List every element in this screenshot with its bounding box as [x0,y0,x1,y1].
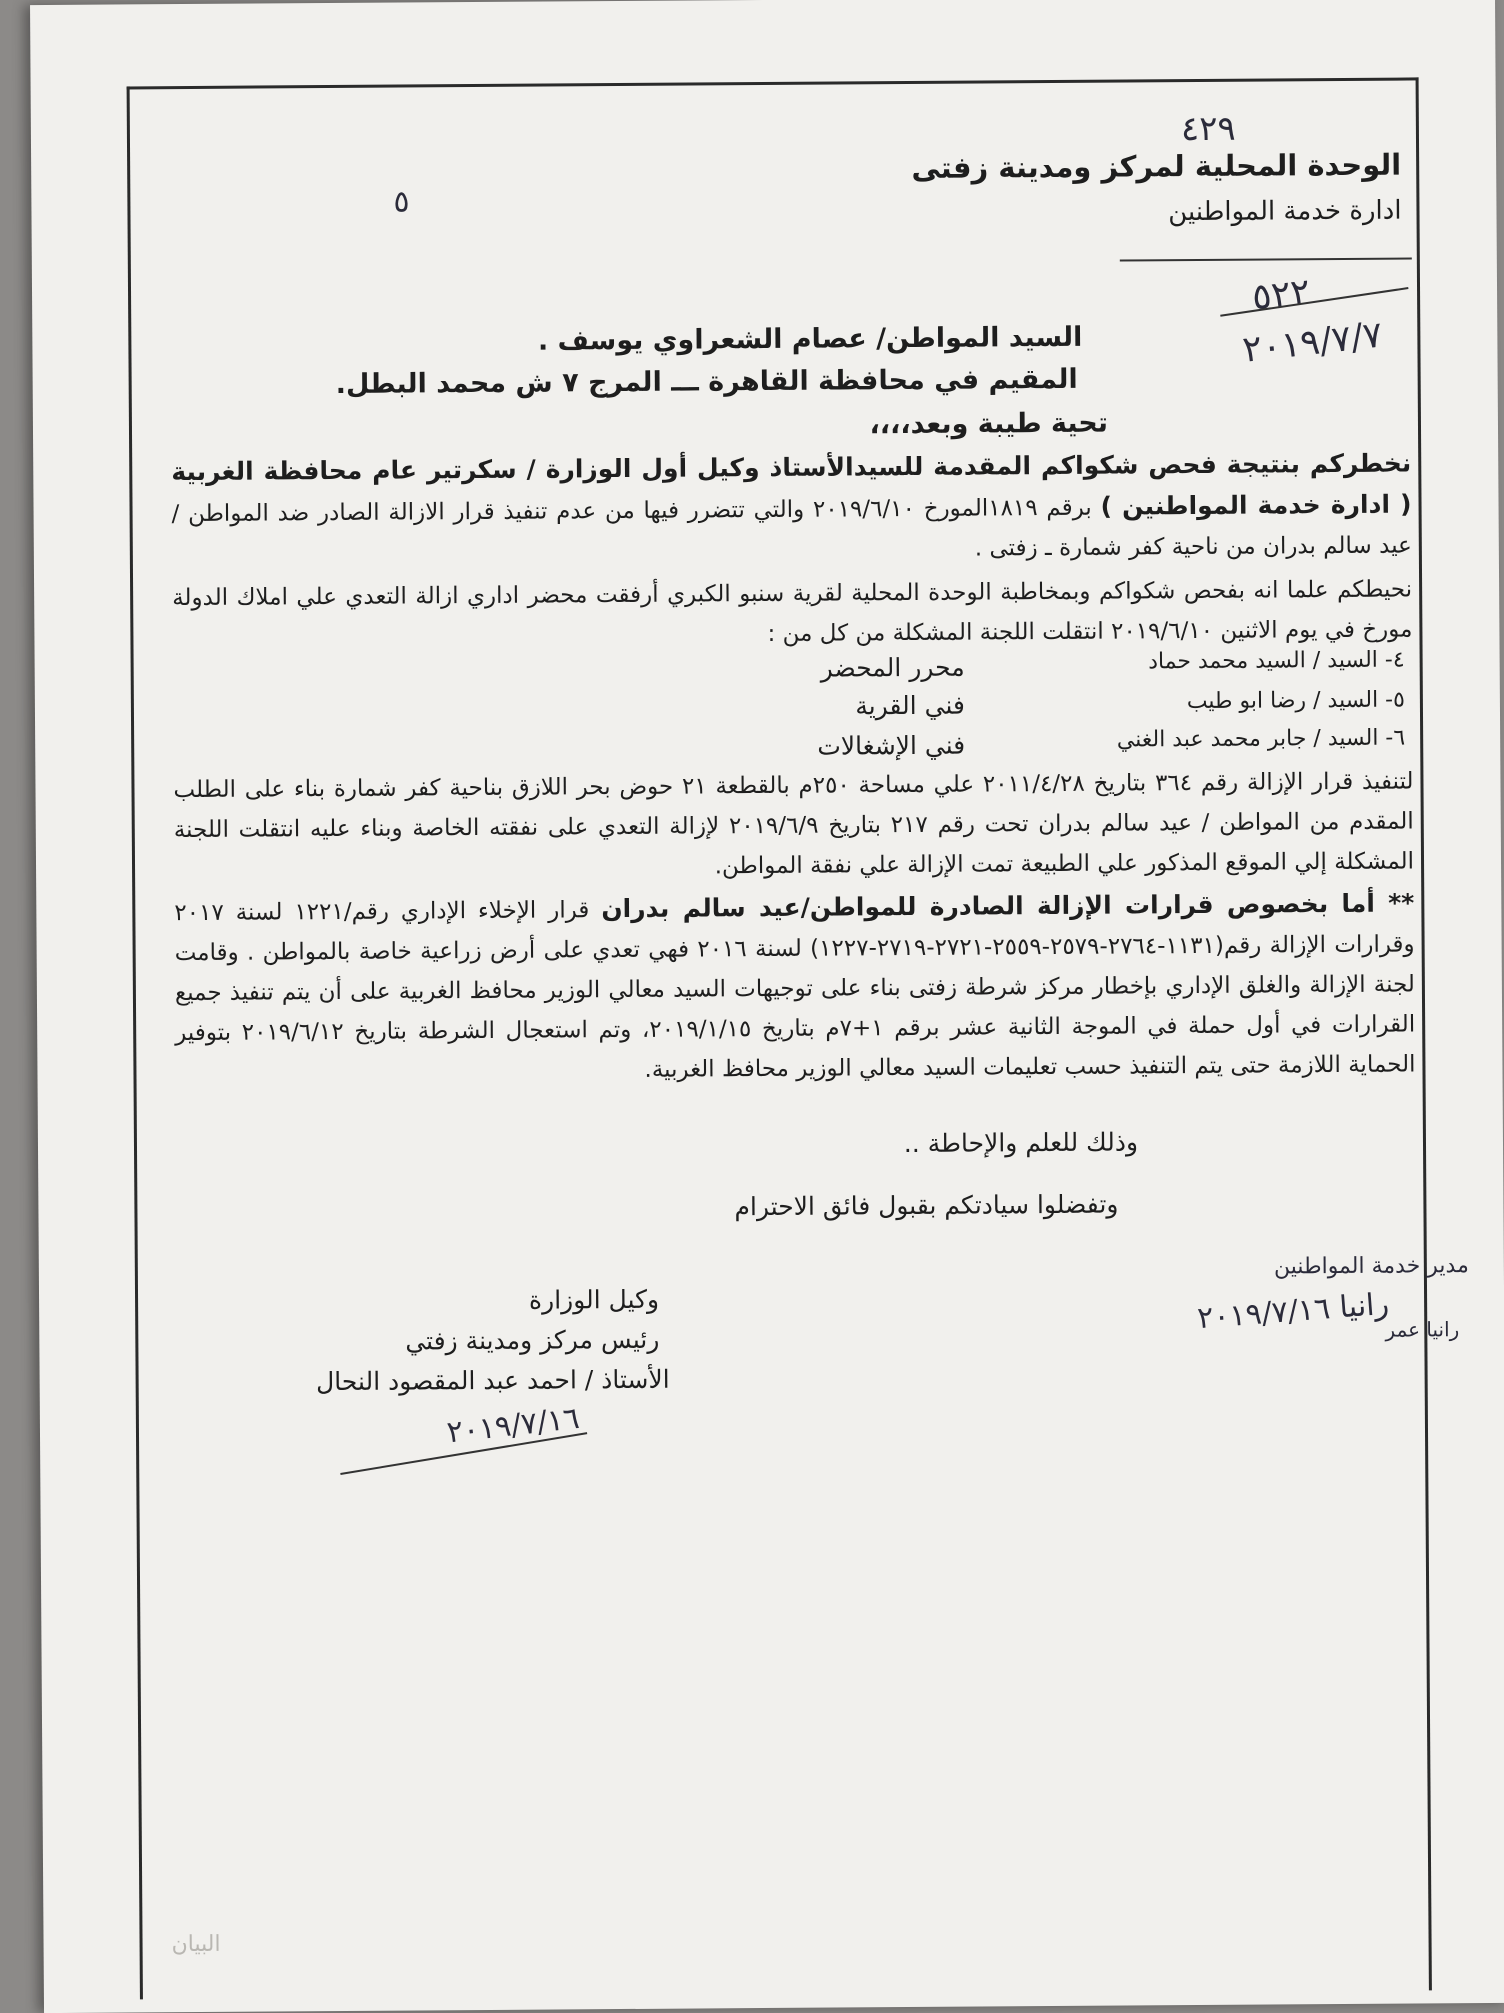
left-signatory-title-2: رئيس مركز ومدينة زفتي [405,1324,660,1356]
body-paragraph-3: لتنفيذ قرار الإزالة رقم ٣٦٤ بتاريخ ٢٠١١/٤/٢٨ علي مساحة ٢٥٠م بالقطعة ٢١ حوض بحر اللازق بناحية كفر شمارة بناء على الطلب المقدم من المواطن / عيد سالم بدران تحت رقم ٢١٧ بتاريخ ٢٠١٩/٦/٩ لإزالة التعدي على نفقته الخاصة وبناء عليه انتقلت اللجنة المشكلة إلي الموقع المذكور علي الطبيعة تمت الإزالة علي نفقة المواطن. [173,768,1415,880]
body-paragraph-4 [174,883,1415,1093]
paragraph-4-intro: ** أما بخصوص قرارات الإزالة الصادرة للمواطن/عيد سالم بدران [601,888,1415,924]
recipient-name: السيد المواطن/ عصام الشعراوي يوسف . [537,321,1083,357]
reference-date: ٢٠١٩/٧/٧ [1240,314,1385,371]
document-sheet [30,0,1504,2013]
department-name: ادارة خدمة المواطنين [1168,195,1402,228]
recipient-address: المقيم في محافظة القاهرة ـــ المرج ٧ ش محمد البطل. [335,363,1078,400]
right-signatory-name: رانيا عمر [1385,1317,1460,1342]
left-signature: ٢٠١٩/٧/١٦ [445,1400,582,1451]
paragraph-1-text: برقم ١٨١٩المورخ ٢٠١٩/٦/١٠ والتي تتضرر فيها من عدم تنفيذ قرار الازالة الصادر ضد المواطن / عيد سالم بدران من ناحية كفر شمارة ـ زفتى . [171,494,1412,562]
right-signature: رانيا ٢٠١٩/٧/١٦ [1196,1286,1391,1337]
margin-mark: ٥ [393,184,410,220]
closing-note: وذلك للعلم والإحاطة .. [903,1127,1139,1159]
paragraph-1-intro: نخطركم بنتيجة فحص شكواكم المقدمة للسيدالأستاذ وكيل أول الوزارة / سكرتير عام محافظة الغربية ( ادارة خدمة المواطنين ) [171,448,1412,521]
left-signatory-title-1: وكيل الوزارة [528,1284,660,1315]
committee-role-2: فني القرية [855,690,966,721]
committee-member-1: ٤- السيد / السيد محمد حماد [1148,647,1405,675]
body-paragraph-1 [171,443,1412,574]
greeting: تحية طيبة وبعد،،،، [869,407,1109,441]
watermark-logo: البيان [171,1931,221,1958]
org-name: الوحدة المحلية لمركز ومدينة زفتى [911,147,1402,185]
committee-role-1: محرر المحضر [820,652,965,683]
committee-member-3: ٦- السيد / جابر محمد عبد الغني [1116,725,1406,753]
body-paragraph-2: نحيطكم علما انه بفحص شكواكم وبمخاطبة الوحدة المحلية لقرية سنبو الكبري أرفقت محضر اداري ازالة التعدي علي املاك الدولة مورخ في يوم الاثنين ٢٠١٩/٦/١٠ انتقلت اللجنة المشكلة من كل من : [172,576,1413,647]
reference-number: ٥٢٢ [1249,271,1313,319]
closing-regards: وتفضلوا سيادتكم بقبول فائق الاحترام [734,1189,1119,1222]
paragraph-4-text: قرار الإخلاء الإداري رقم/١٢٢١ لسنة ٢٠١٧ وقرارات الإزالة رقم(١١٣١-٢٧٦٤-٢٥٧٩-٢٥٥٩-٢٧٢١-٢٧١٩-١٢٢٧) لسنة ٢٠١٦ فهي تعدي على أرض زراعية خاصة بالمواطن . وقامت لجنة الإزالة والغلق الإداري بإخطار مركز شرطة زفتى بناء على توجيهات السيد معالي الوزير محافظ الغربية على أن يتم تنفيذ جميع القرارات في أول حملة في الموجة الثانية عشر برقم ١+٧م بتاريخ ٢٠١٩/١/١٥، وتم استعجال الشرطة بتاريخ ٢٠١٩/٦/١٢ بتوفير الحماية اللازمة حتى يتم التنفيذ حسب تعليمات السيد معالي الوزير محافظ الغربية. [174,897,1416,1083]
left-signatory-name: الأستاذ / احمد عبد المقصود النحال [315,1364,670,1397]
document-number: ٤٢٩ [1180,108,1236,150]
right-signatory-title: مدير خدمة المواطنين [1273,1253,1469,1280]
committee-role-3: فني الإشغالات [817,730,966,761]
committee-member-2: ٥- السيد / رضا ابو طيب [1186,687,1405,715]
